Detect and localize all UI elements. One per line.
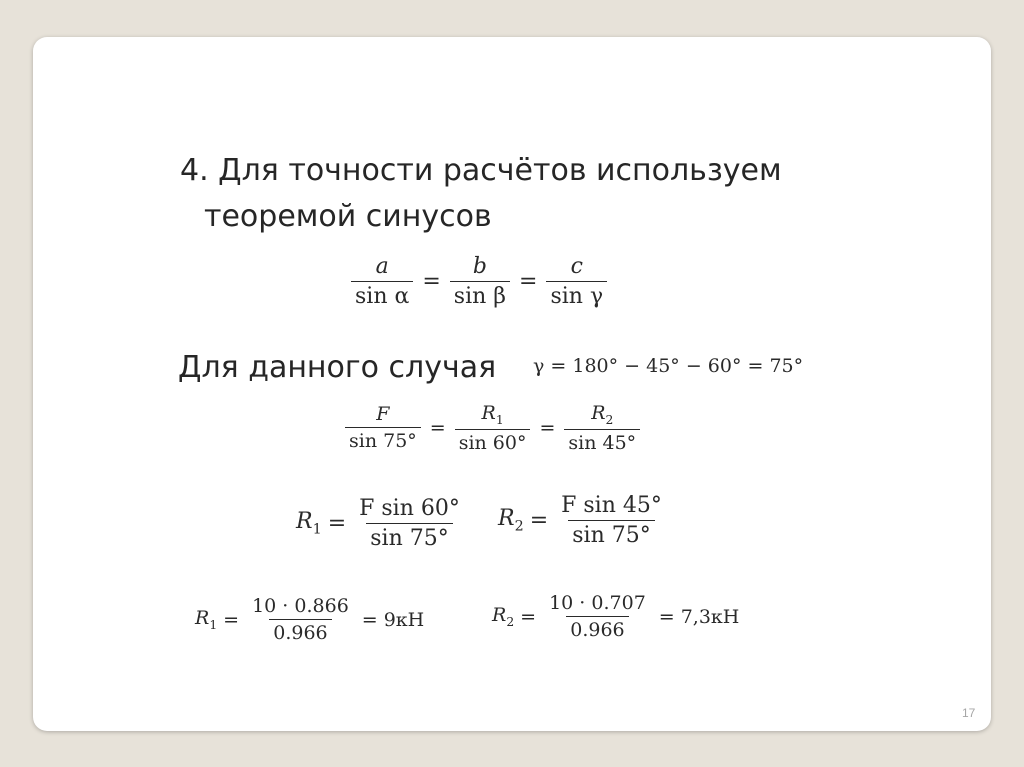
heading-line-2: теоремой синусов <box>204 199 492 234</box>
fraction-a: $\frac{a}{\text{sin α}}$ <box>351 254 413 309</box>
fraction-f: $\frac{F}{\sin 75^\circ}$ <box>345 403 421 452</box>
equals-sign: = <box>361 608 378 631</box>
r1-result: 9кН <box>383 608 425 631</box>
heading-line-1: 4. Для точности расчётов используем <box>180 153 782 188</box>
equals-sign: = <box>519 269 538 294</box>
gamma-formula: γ = 180° − 45° − 60° = 75° <box>533 355 804 377</box>
case-label: Для данного случая <box>178 350 497 385</box>
fraction-r1-expr: $\frac{\text{F sin 60°}}{\sin 75^\circ}$ <box>359 496 460 551</box>
r2-expression <box>498 493 669 548</box>
equals-sign: = <box>327 511 347 536</box>
equals-sign: = <box>429 416 446 439</box>
equals-sign: = <box>658 605 675 628</box>
r2-result: 7,3кН <box>680 605 740 628</box>
equals-sign: = <box>223 608 240 631</box>
r1-symbol: $R_1$ <box>296 509 322 538</box>
fraction-c: $\frac{c}{\text{sin γ}}$ <box>546 254 607 309</box>
equals-sign: = <box>529 508 549 533</box>
ratio-formula <box>342 402 643 454</box>
r2-symbol: $R_2$ <box>492 604 515 629</box>
fraction-r1-value: $\frac{10 \cdot 0.866}{0.966}$ <box>252 595 349 644</box>
fraction-r2-expr: $\frac{\text{F sin 45°}}{\sin 75^\circ}$ <box>561 493 662 548</box>
r1-expression <box>296 496 467 551</box>
sine-rule-formula <box>348 254 610 309</box>
equals-sign: = <box>539 416 556 439</box>
fraction-r2-value: $\frac{10 \cdot 0.707}{0.966}$ <box>549 592 646 641</box>
slide-heading <box>180 148 782 240</box>
fraction-r2: $\frac{R_2}{\sin 45^\circ}$ <box>564 402 640 454</box>
equals-sign: = <box>520 605 537 628</box>
fraction-r1: $\frac{R_1}{\sin 60^\circ}$ <box>455 402 531 454</box>
r2-symbol: $R_2$ <box>498 506 524 535</box>
r1-value-formula <box>195 595 424 644</box>
fraction-b: $\frac{b}{\text{sin β}}$ <box>450 254 510 309</box>
page-number: 17 <box>962 706 976 720</box>
r2-value-formula <box>492 592 739 641</box>
equals-sign: = <box>422 269 441 294</box>
r1-symbol: $R_1$ <box>195 607 218 632</box>
